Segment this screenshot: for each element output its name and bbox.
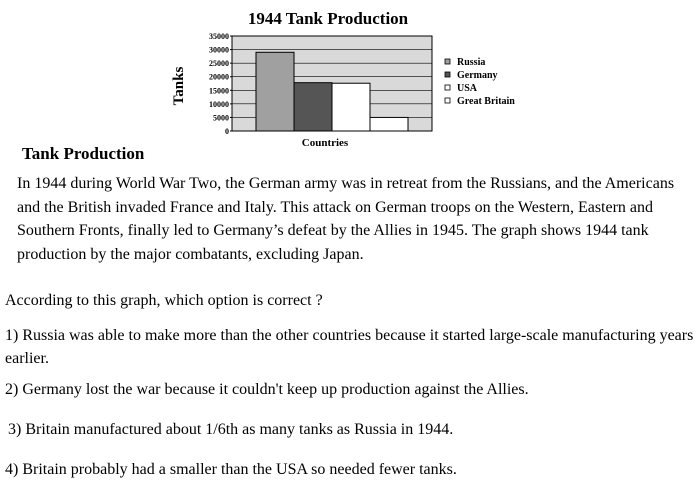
bar-usa [332,83,370,131]
legend-swatch [445,85,450,90]
y-tick-label: 0 [225,127,229,136]
bar-germany [294,83,332,131]
chart-title: 1944 Tank Production [247,9,409,28]
passage-text: In 1944 during World War Two, the German army was in retreat from the Russians, and the Americans and the British invaded France and Italy. This attack on German troops on the Western, Eastern and Southern Fronts, finally led to Germany’s defeat by the Allies in 1945. The graph shows 1944 tank production by the major combatants, excluding Japan. [17,175,675,263]
option-3[interactable]: 3) Britain manufactured about 1/6th as many tanks as Russia in 1944. [8,421,454,438]
legend-swatch [445,59,450,64]
y-tick-label: 30000 [209,45,229,55]
option-2[interactable]: 2) Germany lost the war because it couldn't keep up production against the Allies. [5,381,529,398]
y-tick-label: 15000 [209,86,229,96]
legend-swatch [445,72,450,77]
legend-swatch [445,98,450,103]
option-4[interactable]: 4) Britain probably had a smaller than the USA so needed fewer tanks. [5,461,457,478]
legend-label: Great Britain [457,96,515,107]
legend-label: Germany [457,70,498,81]
y-tick-label: 5000 [213,113,229,123]
y-axis-ticks [209,32,232,136]
legend [445,57,515,107]
bar-russia [256,52,294,131]
bar-great-britain [370,117,408,131]
y-tick-label: 20000 [209,72,229,82]
y-tick-label: 10000 [209,99,229,109]
y-tick-label: 35000 [209,32,229,41]
section-heading: Tank Production [22,144,145,163]
tank-production-chart [0,0,700,150]
option-1[interactable]: 1) Russia was able to make more than the other countries because it started large-scale manufacturing years earlier. [5,327,694,367]
question-text: According to this graph, which option is correct ? [5,292,323,309]
legend-label: Russia [457,57,486,68]
y-axis-label: Tanks [171,66,187,106]
x-axis-label: Countries [301,137,349,149]
y-tick-label: 25000 [209,59,229,69]
legend-label: USA [457,83,478,94]
